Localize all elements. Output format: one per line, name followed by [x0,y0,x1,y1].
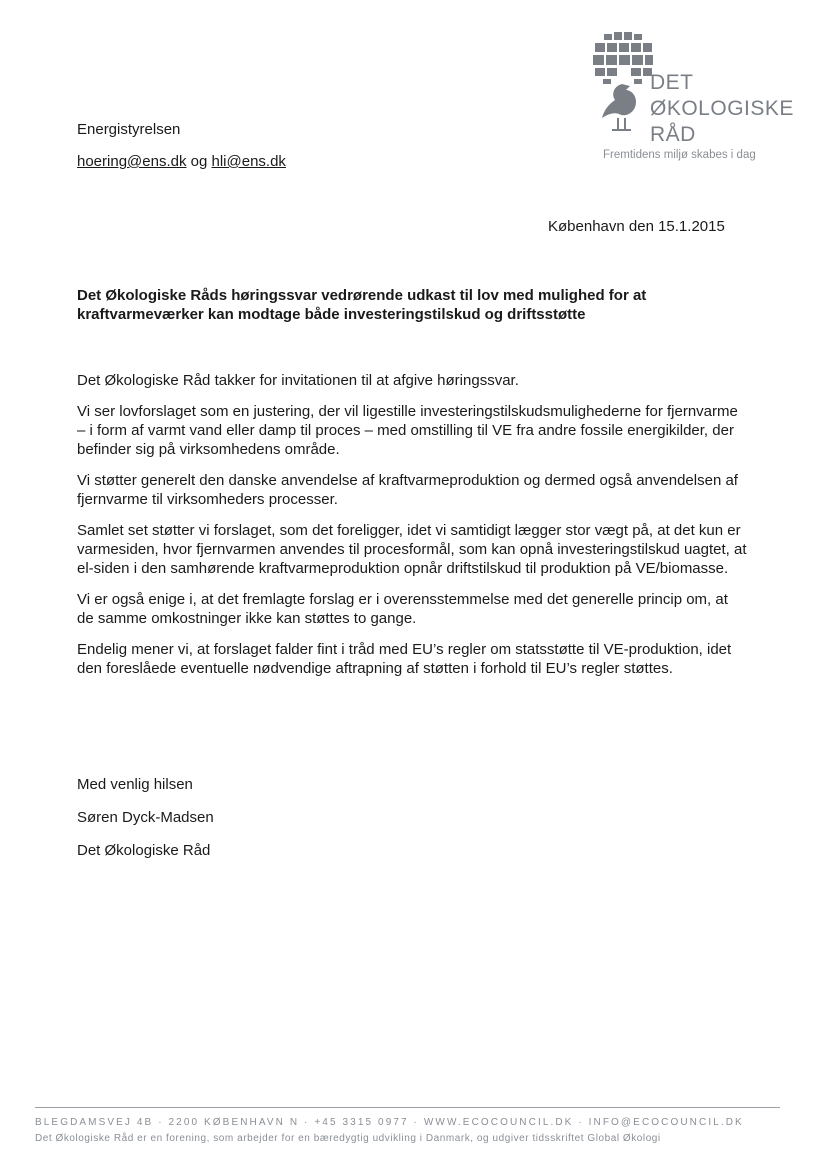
logo-wordmark [650,70,794,148]
paragraph: Vi støtter generelt den danske anvendelse af kraftvarmeproduktion og dermed også anvendelsen af fjernvarme til virksomheders processer. [77,472,738,508]
letter-body [77,371,747,690]
closing-greeting: Med venlig hilsen [77,776,193,793]
logo-line-okologiske: ØKOLOGISKE [650,97,794,120]
logo-tagline: Fremtidens miljø skabes i dag [603,149,756,161]
letter-date: København den 15.1.2015 [548,218,725,235]
email-link-hoering[interactable]: hoering@ens.dk [77,153,187,170]
letter-title: Det Økologiske Råds høringssvar vedrørende udkast til lov med mulighed for at kraftvarmeværker kan modtage både investeringstilskud og driftsstøtte [77,287,647,323]
closing-signer: Søren Dyck-Madsen [77,809,214,826]
paragraph: Samlet set støtter vi forslaget, som det foreligger, idet vi samtidigt lægger stor vægt på, at det kun er varmesiden, hvor fjernvarmen anvendes til procesformål, som kan opnå investeringstilskud uagtet, at el-siden i den samhørende kraftvarmeproduktion opnår driftstilskud til produktion på VE/biomasse. [77,522,747,577]
logo-line-det: DET [650,71,694,94]
footer-address: BLEGDAMSVEJ 4B · 2200 KØBENHAVN N · +45 3315 0977 · WWW.ECOCOUNCIL.DK · INFO@ECOCOUNCIL.DK [35,1117,744,1128]
email-conjunction: og [190,153,208,170]
paragraph: Endelig mener vi, at forslaget falder fint i tråd med EU’s regler om statsstøtte til VE-produktion, idet den foreslåede eventuelle nødvendige aftrapning af støtten i forhold til EU’s regler støttes. [77,641,732,677]
email-link-hli[interactable]: hli@ens.dk [211,153,286,170]
paragraph: Vi er også enige i, at det fremlagte forslag er i overensstemmelse med det generelle princip om, at de samme omkostninger ikke kan støttes to gange. [77,591,728,627]
letter-closing [77,775,214,874]
logo-line-raad: RÅD [650,123,696,146]
paragraph: Det Økologiske Råd takker for invitationen til at afgive høringssvar. [77,372,519,389]
footer-description: Det Økologiske Råd er en forening, som arbejder for en bæredygtig udvikling i Danmark, og udgiver tidsskriftet Global Økologi [35,1133,661,1144]
paragraph: Vi ser lovforslaget som en justering, der vil ligestille investeringstilskudsmulighederne for fjernvarme – i form af varmt vand eller damp til proces – med omstilling til VE fra andre fossile energikilder, der befinder sig på virksomhedens område. [77,403,738,458]
recipient-name: Energistyrelsen [77,121,181,138]
closing-organization: Det Økologiske Råd [77,842,211,859]
recipient-emails [77,153,286,170]
footer-divider [35,1107,780,1108]
